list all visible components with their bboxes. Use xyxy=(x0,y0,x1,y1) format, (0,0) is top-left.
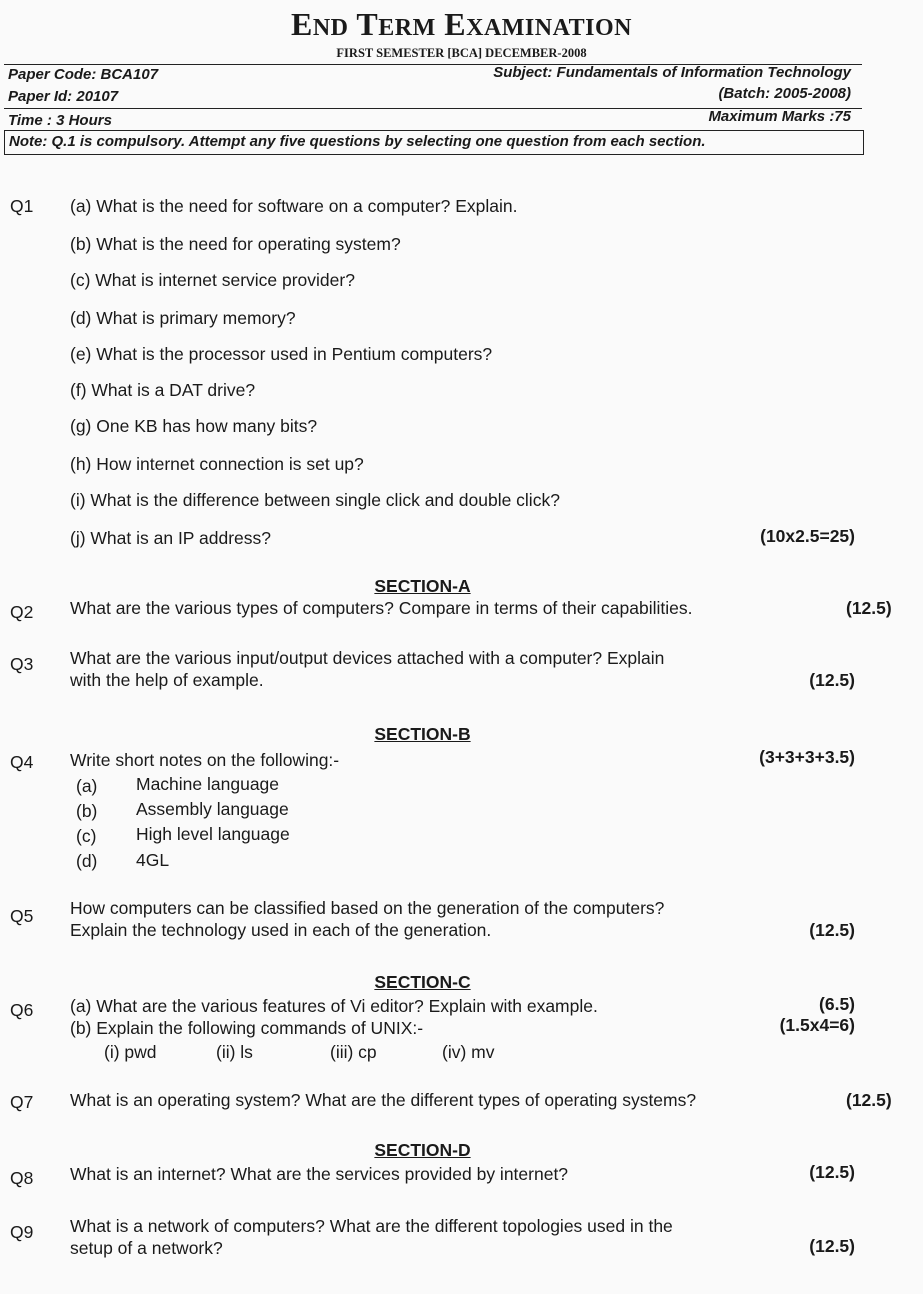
q8-marks: (12.5) xyxy=(809,1162,855,1182)
question-number: Q1 xyxy=(10,196,34,216)
section-heading: SECTION-C xyxy=(374,972,471,992)
section-heading: SECTION-B xyxy=(374,724,471,744)
maximum-marks: Maximum Marks :75 xyxy=(708,108,851,125)
subject: Subject: Fundamentals of Information Technology xyxy=(493,64,851,81)
instructions-note: Note: Q.1 is compulsory. Attempt any five questions by selecting one question from each section. xyxy=(4,130,864,155)
q5-text: Explain the technology used in each of the generation. xyxy=(70,920,492,940)
q1-part: (g) One KB has how many bits? xyxy=(70,416,318,436)
q7-text: What is an operating system? What are the different types of operating systems? xyxy=(70,1090,697,1110)
question-number: Q8 xyxy=(10,1168,34,1188)
q1-part: (c) What is internet service provider? xyxy=(70,270,355,290)
unix-command: (iii) cp xyxy=(330,1042,377,1062)
batch: (Batch: 2005-2008) xyxy=(718,85,851,102)
q9-marks: (12.5) xyxy=(809,1236,855,1256)
q6-b-marks: (1.5x4=6) xyxy=(779,1015,855,1035)
q1-part: (e) What is the processor used in Pentium computers? xyxy=(70,344,493,364)
q1-marks: (10x2.5=25) xyxy=(760,526,855,546)
question-number: Q7 xyxy=(10,1092,34,1112)
q2-marks: (12.5) xyxy=(846,598,892,618)
paper-code: Paper Code: BCA107 xyxy=(8,66,159,83)
time-allowed: Time : 3 Hours xyxy=(8,112,112,129)
q4-item-label: (a) xyxy=(76,776,98,796)
exam-title: END TERM EXAMINATION xyxy=(290,6,632,42)
q5-text: How computers can be classified based on the generation of the computers? xyxy=(70,898,665,918)
q1-part: (j) What is an IP address? xyxy=(70,528,272,548)
q3-marks: (12.5) xyxy=(809,670,855,690)
q2-text: What are the various types of computers? Compare in terms of their capabilities. xyxy=(70,598,693,618)
question-number: Q4 xyxy=(10,752,34,772)
unix-command: (iv) mv xyxy=(442,1042,495,1062)
question-number: Q9 xyxy=(10,1222,34,1242)
q4-item-text: Assembly language xyxy=(136,799,289,819)
q1-part: (f) What is a DAT drive? xyxy=(70,380,256,400)
q6-a-marks: (6.5) xyxy=(819,994,855,1014)
q6-part-b: (b) Explain the following commands of UNIX:- xyxy=(70,1018,424,1038)
q4-marks: (3+3+3+3.5) xyxy=(759,747,855,767)
q4-item-text: 4GL xyxy=(136,850,170,870)
q1-part: (d) What is primary memory? xyxy=(70,308,296,328)
q9-text: setup of a network? xyxy=(70,1238,223,1258)
q5-marks: (12.5) xyxy=(809,920,855,940)
q1-part: (i) What is the difference between single click and double click? xyxy=(70,490,560,510)
q1-part: (h) How internet connection is set up? xyxy=(70,454,364,474)
q3-text: What are the various input/output devices attached with a computer? Explain xyxy=(70,648,665,668)
q9-text: What is a network of computers? What are the different topologies used in the xyxy=(70,1216,673,1236)
question-number: Q3 xyxy=(10,654,34,674)
q8-text: What is an internet? What are the services provided by internet? xyxy=(70,1164,569,1184)
q1-part: (b) What is the need for operating system? xyxy=(70,234,401,254)
question-number: Q2 xyxy=(10,602,34,622)
unix-command: (ii) ls xyxy=(216,1042,253,1062)
q4-item-label: (c) xyxy=(76,826,97,846)
paper-id: Paper Id: 20107 xyxy=(8,88,119,105)
q4-text: Write short notes on the following:- xyxy=(70,750,340,770)
section-heading: SECTION-A xyxy=(374,576,471,596)
unix-command: (i) pwd xyxy=(104,1042,157,1062)
q3-text: with the help of example. xyxy=(70,670,264,690)
q4-item-label: (d) xyxy=(76,851,98,871)
q4-item-text: Machine language xyxy=(136,774,280,794)
q1-part: (a) What is the need for software on a computer? Explain. xyxy=(70,196,518,216)
exam-subtitle: FIRST SEMESTER [BCA] DECEMBER-2008 xyxy=(336,46,587,60)
question-number: Q5 xyxy=(10,906,34,926)
q4-item-text: High level language xyxy=(136,824,290,844)
section-heading: SECTION-D xyxy=(374,1140,471,1160)
q6-part-a: (a) What are the various features of Vi editor? Explain with example. xyxy=(70,996,598,1016)
q7-marks: (12.5) xyxy=(846,1090,892,1110)
q4-item-label: (b) xyxy=(76,801,98,821)
question-number: Q6 xyxy=(10,1000,34,1020)
